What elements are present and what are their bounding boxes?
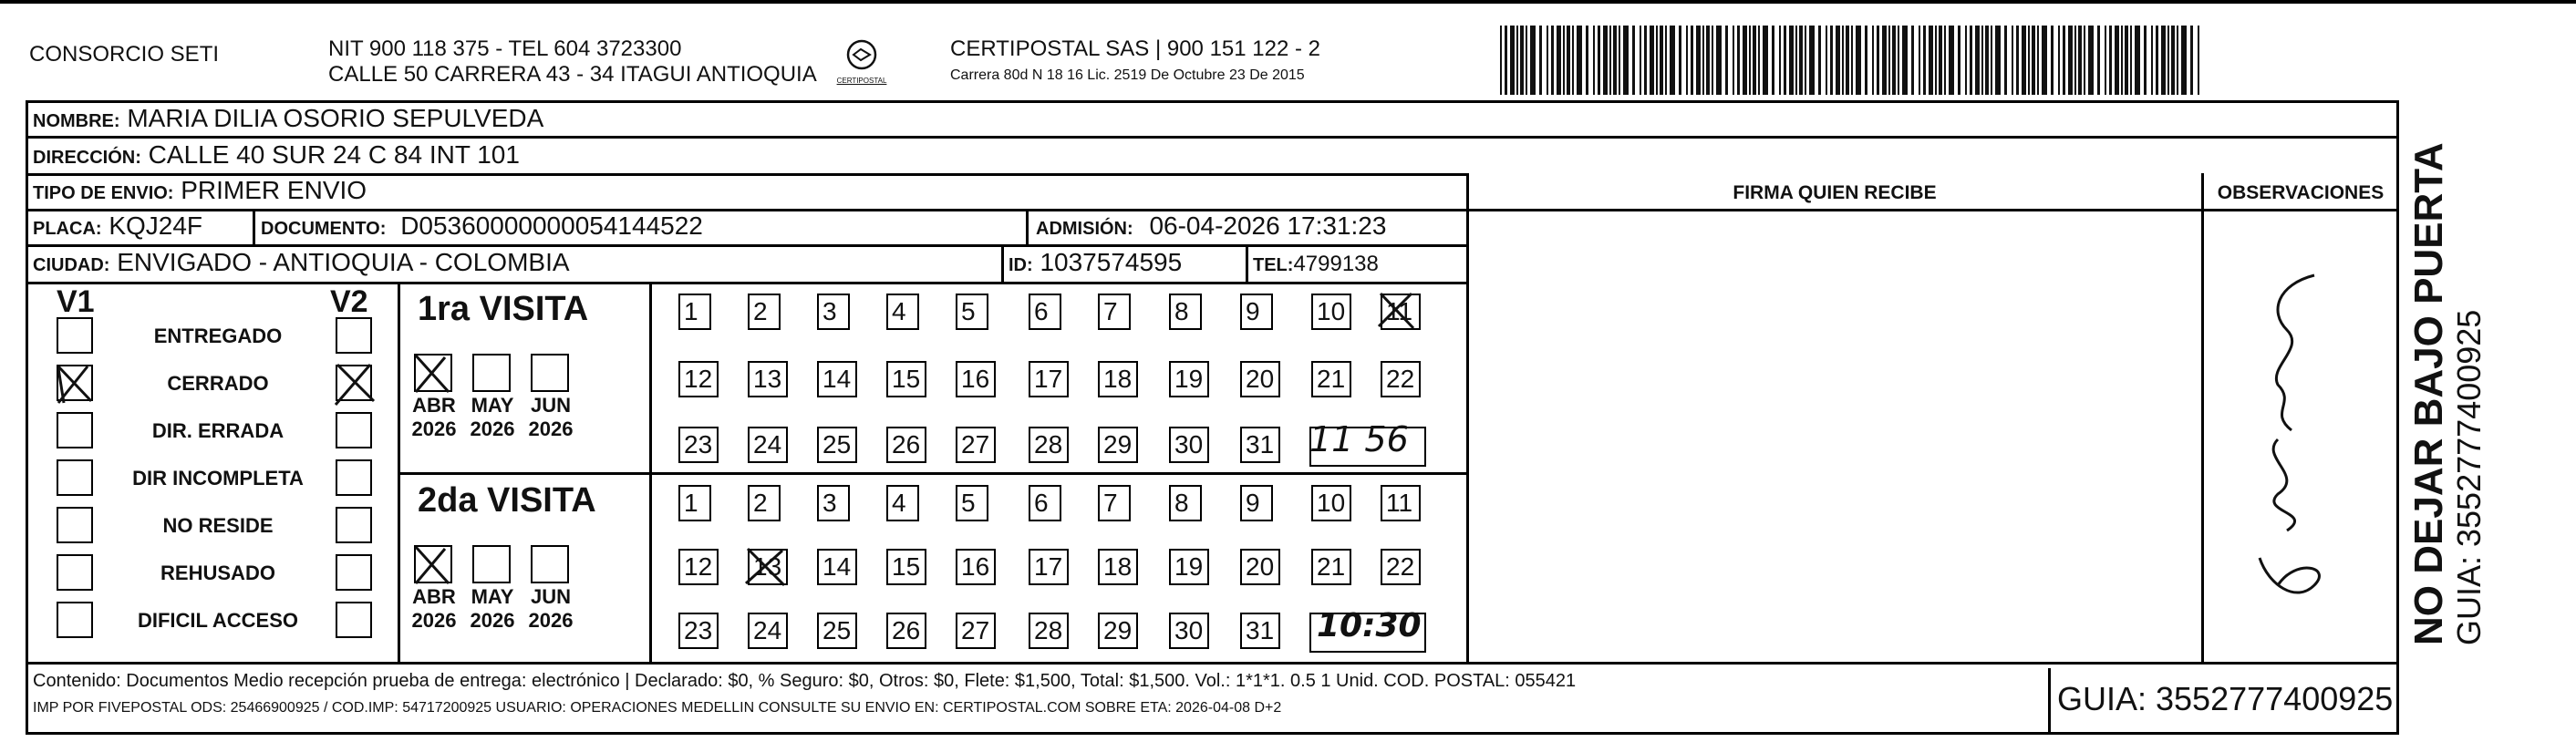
v1-checkbox[interactable] xyxy=(57,412,93,448)
admision-field xyxy=(1036,211,1386,243)
address-line: CALLE 50 CARRERA 43 - 34 ITAGUI ANTIOQUIA xyxy=(328,62,817,87)
month-label: MAY xyxy=(471,394,514,417)
license-line: Carrera 80d N 18 16 Lic. 2519 De Octubre 23 De 2015 xyxy=(950,67,1305,83)
visit2-time: 10:30 xyxy=(1317,607,1422,644)
month-label: ABR xyxy=(412,585,456,608)
footer-guia: GUIA: 3552777400925 xyxy=(2057,680,2394,717)
status-option-label: DIR INCOMPLETA xyxy=(132,467,304,490)
day-box[interactable]: 30 xyxy=(1169,613,1209,649)
day-box[interactable]: 31 xyxy=(1240,613,1280,649)
footer-line2: IMP POR FIVEPOSTAL ODS: 25466900925 / COD.IMP: 54717200925 USUARIO: OPERACIONES MEDELLIN CONSULTE SU ENVIO EN: CERTIPOSTAL.COM SOBRE ETA: 2026-04-08 D+2 xyxy=(33,700,1282,716)
placa-value: KQJ24F xyxy=(109,211,203,240)
v1-checkbox[interactable] xyxy=(57,602,93,638)
firma-label: FIRMA QUIEN RECIBE xyxy=(1733,182,1937,203)
form-bottom-line xyxy=(26,662,2396,665)
day-box[interactable]: 30 xyxy=(1169,427,1209,463)
row-line xyxy=(1466,209,2396,211)
id-field xyxy=(1009,248,1182,280)
month-year-label xyxy=(409,394,460,441)
footer-bottom-line xyxy=(26,732,2396,735)
side-line1: NO DEJAR BAJO PUERTA xyxy=(2406,142,2451,645)
tel-label: TEL: xyxy=(1253,255,1294,275)
visit2-title: 2da VISITA xyxy=(418,481,596,520)
day-box[interactable]: 28 xyxy=(1029,427,1069,463)
month-year-label xyxy=(525,585,576,633)
day-box[interactable]: 11 xyxy=(1381,485,1421,521)
tel-value: 4799138 xyxy=(1293,252,1379,276)
month-label: ABR xyxy=(412,394,456,417)
day-box[interactable]: 12 xyxy=(678,361,719,397)
tipo-label: TIPO DE ENVIO: xyxy=(33,183,174,203)
row-line xyxy=(26,136,2396,139)
placa-field xyxy=(33,211,202,243)
month-year-label xyxy=(409,585,460,633)
month-label: MAY xyxy=(471,585,514,608)
year-label: 2026 xyxy=(528,417,574,440)
nombre-value: MARIA DILIA OSORIO SEPULVEDA xyxy=(127,104,544,132)
day-box[interactable]: 26 xyxy=(886,613,926,649)
direccion-label: DIRECCIÓN: xyxy=(33,148,141,168)
v2-checkbox[interactable] xyxy=(336,507,372,543)
month-label: JUN xyxy=(530,394,571,417)
month-year-label xyxy=(525,394,576,441)
observaciones-handwriting xyxy=(2205,257,2387,640)
day-box[interactable]: 4 xyxy=(886,294,919,330)
month-checkbox[interactable] xyxy=(414,545,452,583)
v1-checkbox[interactable] xyxy=(57,459,93,496)
day-box[interactable]: 25 xyxy=(817,613,857,649)
day-box[interactable]: 4 xyxy=(886,485,919,521)
form-top-line xyxy=(26,100,2396,103)
barcode xyxy=(1500,26,2202,95)
cell-line xyxy=(1246,244,1248,282)
day-box[interactable]: 3 xyxy=(817,485,850,521)
month-label: JUN xyxy=(530,585,571,608)
footer-divider xyxy=(2048,668,2051,732)
month-year-label xyxy=(467,394,518,441)
year-label: 2026 xyxy=(470,609,515,632)
day-box[interactable]: 12 xyxy=(678,549,719,585)
id-value: 1037574595 xyxy=(1040,248,1183,276)
direccion-field xyxy=(33,140,520,172)
form-right-line xyxy=(2396,100,2399,735)
month-checkbox[interactable] xyxy=(414,354,452,392)
v2-checkbox[interactable] xyxy=(336,317,372,354)
day-box[interactable]: 2 xyxy=(748,294,781,330)
cell-line xyxy=(1026,209,1029,245)
ciudad-field xyxy=(33,248,570,280)
row-line xyxy=(26,244,1466,247)
top-border xyxy=(0,0,2576,4)
visit1-time: 11 56 xyxy=(1309,419,1409,459)
status-option-label: REHUSADO xyxy=(160,562,275,584)
year-label: 2026 xyxy=(528,609,574,632)
day-box[interactable]: 21 xyxy=(1311,361,1351,397)
status-option-label: ENTREGADO xyxy=(153,325,283,347)
day-box[interactable]: 23 xyxy=(678,427,719,463)
day-box[interactable]: 22 xyxy=(1381,549,1421,585)
day-box[interactable]: 14 xyxy=(817,361,857,397)
day-box[interactable]: 6 xyxy=(1029,294,1061,330)
day-box[interactable]: 23 xyxy=(678,613,719,649)
day-box[interactable]: 20 xyxy=(1240,549,1280,585)
day-box[interactable]: 18 xyxy=(1098,361,1138,397)
day-box[interactable]: 7 xyxy=(1098,485,1131,521)
v2-checkbox[interactable] xyxy=(336,412,372,448)
day-box[interactable]: 24 xyxy=(748,613,788,649)
visit1-title: 1ra VISITA xyxy=(418,290,589,328)
day-box[interactable]: 13 xyxy=(748,361,788,397)
year-label: 2026 xyxy=(470,417,515,440)
day-box[interactable]: 27 xyxy=(956,613,996,649)
day-box[interactable]: 10 xyxy=(1311,294,1351,330)
day-box[interactable]: 7 xyxy=(1098,294,1131,330)
day-box[interactable]: 5 xyxy=(956,294,988,330)
documento-label: DOCUMENTO: xyxy=(261,219,387,239)
day-box[interactable]: 16 xyxy=(956,361,996,397)
v1-checkbox[interactable] xyxy=(57,365,93,401)
day-box[interactable]: 1 xyxy=(678,485,711,521)
certipostal-logo xyxy=(830,36,894,91)
month-year-label xyxy=(467,585,518,633)
obs-left-line xyxy=(2201,173,2204,662)
observaciones-label: OBSERVACIONES xyxy=(2217,182,2385,203)
v2-label: V2 xyxy=(330,284,368,319)
v2-checkbox[interactable] xyxy=(336,602,372,638)
side-text xyxy=(2407,142,2488,645)
day-box[interactable]: 17 xyxy=(1029,549,1069,585)
documento-value: D05360000000054144522 xyxy=(400,211,703,240)
day-box[interactable]: 9 xyxy=(1240,485,1273,521)
status-option-label: DIFICIL ACCESO xyxy=(137,609,298,632)
form-left-line xyxy=(26,100,28,735)
day-box[interactable]: 22 xyxy=(1381,361,1421,397)
month-checkbox[interactable] xyxy=(531,354,569,392)
day-box[interactable]: 28 xyxy=(1029,613,1069,649)
month-checkbox[interactable] xyxy=(472,354,511,392)
footer-line1: Contenido: Documentos Medio recepción prueba de entrega: electrónico | Declarado: $0, % Seguro: $0, Otros: $0, Flete: $1,500, Total: $1,500. Vol.: 1*1*1. 0.5 1 Unid. COD. POSTAL: 055421 xyxy=(33,671,1577,691)
v2-checkbox[interactable] xyxy=(336,459,372,496)
day-box[interactable]: 2 xyxy=(748,485,781,521)
day-box[interactable]: 29 xyxy=(1098,427,1138,463)
day-box[interactable]: 19 xyxy=(1169,549,1209,585)
ciudad-value: ENVIGADO - ANTIOQUIA - COLOMBIA xyxy=(117,248,570,276)
day-box[interactable]: 10 xyxy=(1311,485,1351,521)
v1-checkbox[interactable] xyxy=(57,554,93,591)
day-box[interactable]: 6 xyxy=(1029,485,1061,521)
tel-field xyxy=(1253,250,1379,280)
status-option-label: DIR. ERRADA xyxy=(151,419,284,442)
cell-line xyxy=(253,209,255,245)
day-box[interactable]: 27 xyxy=(956,427,996,463)
day-box[interactable]: 8 xyxy=(1169,485,1202,521)
ciudad-label: CIUDAD: xyxy=(33,255,110,275)
id-label: ID: xyxy=(1009,255,1033,275)
admision-label: ADMISIÓN: xyxy=(1036,219,1133,239)
day-box[interactable]: 18 xyxy=(1098,549,1138,585)
day-box[interactable]: 16 xyxy=(956,549,996,585)
day-box[interactable]: 15 xyxy=(886,361,926,397)
side-line2: GUIA: 3552777400925 xyxy=(2450,309,2488,645)
day-box[interactable]: 19 xyxy=(1169,361,1209,397)
firma-left-line xyxy=(1466,173,1469,662)
nombre-label: NOMBRE: xyxy=(33,111,120,131)
day-box[interactable]: 26 xyxy=(886,427,926,463)
tipo-value: PRIMER ENVIO xyxy=(181,176,367,204)
day-box[interactable]: 29 xyxy=(1098,613,1138,649)
day-box[interactable]: 13 xyxy=(748,549,788,585)
day-box[interactable]: 1 xyxy=(678,294,711,330)
day-box[interactable]: 5 xyxy=(956,485,988,521)
day-box[interactable]: 24 xyxy=(748,427,788,463)
status-option-label: CERRADO xyxy=(167,372,269,395)
v1-label: V1 xyxy=(57,284,95,319)
tipo-field xyxy=(33,176,367,208)
logo-text: CERTIPOSTAL xyxy=(836,77,887,85)
day-box[interactable]: 15 xyxy=(886,549,926,585)
direccion-value: CALLE 40 SUR 24 C 84 INT 101 xyxy=(148,140,520,169)
status-option-label: NO RESIDE xyxy=(162,514,274,537)
day-box[interactable]: 9 xyxy=(1240,294,1273,330)
admision-value: 06-04-2026 17:31:23 xyxy=(1149,211,1387,240)
day-box[interactable]: 21 xyxy=(1311,549,1351,585)
day-box[interactable]: 8 xyxy=(1169,294,1202,330)
row-line xyxy=(26,282,1466,284)
v2-checkbox[interactable] xyxy=(336,554,372,591)
cell-line xyxy=(1001,244,1004,282)
nit-line: NIT 900 118 375 - TEL 604 3723300 xyxy=(328,36,682,61)
certipostal-line: CERTIPOSTAL SAS | 900 151 122 - 2 xyxy=(950,36,1320,61)
company-name: CONSORCIO SETI xyxy=(29,42,220,67)
month-checkbox[interactable] xyxy=(531,545,569,583)
v1-checkbox[interactable] xyxy=(57,507,93,543)
day-box[interactable]: 31 xyxy=(1240,427,1280,463)
day-box[interactable]: 14 xyxy=(817,549,857,585)
day-box[interactable]: 3 xyxy=(817,294,850,330)
day-box[interactable]: 17 xyxy=(1029,361,1069,397)
placa-label: PLACA: xyxy=(33,219,102,239)
day-box[interactable]: 11 xyxy=(1381,294,1421,330)
year-label: 2026 xyxy=(411,609,457,632)
month-checkbox[interactable] xyxy=(472,545,511,583)
visit-separator-line xyxy=(398,472,1466,475)
documento-field xyxy=(261,211,703,243)
v2-checkbox[interactable] xyxy=(336,365,372,401)
day-box[interactable]: 20 xyxy=(1240,361,1280,397)
day-box[interactable]: 25 xyxy=(817,427,857,463)
v1-checkbox[interactable] xyxy=(57,317,93,354)
nombre-field xyxy=(33,104,543,136)
year-label: 2026 xyxy=(411,417,457,440)
